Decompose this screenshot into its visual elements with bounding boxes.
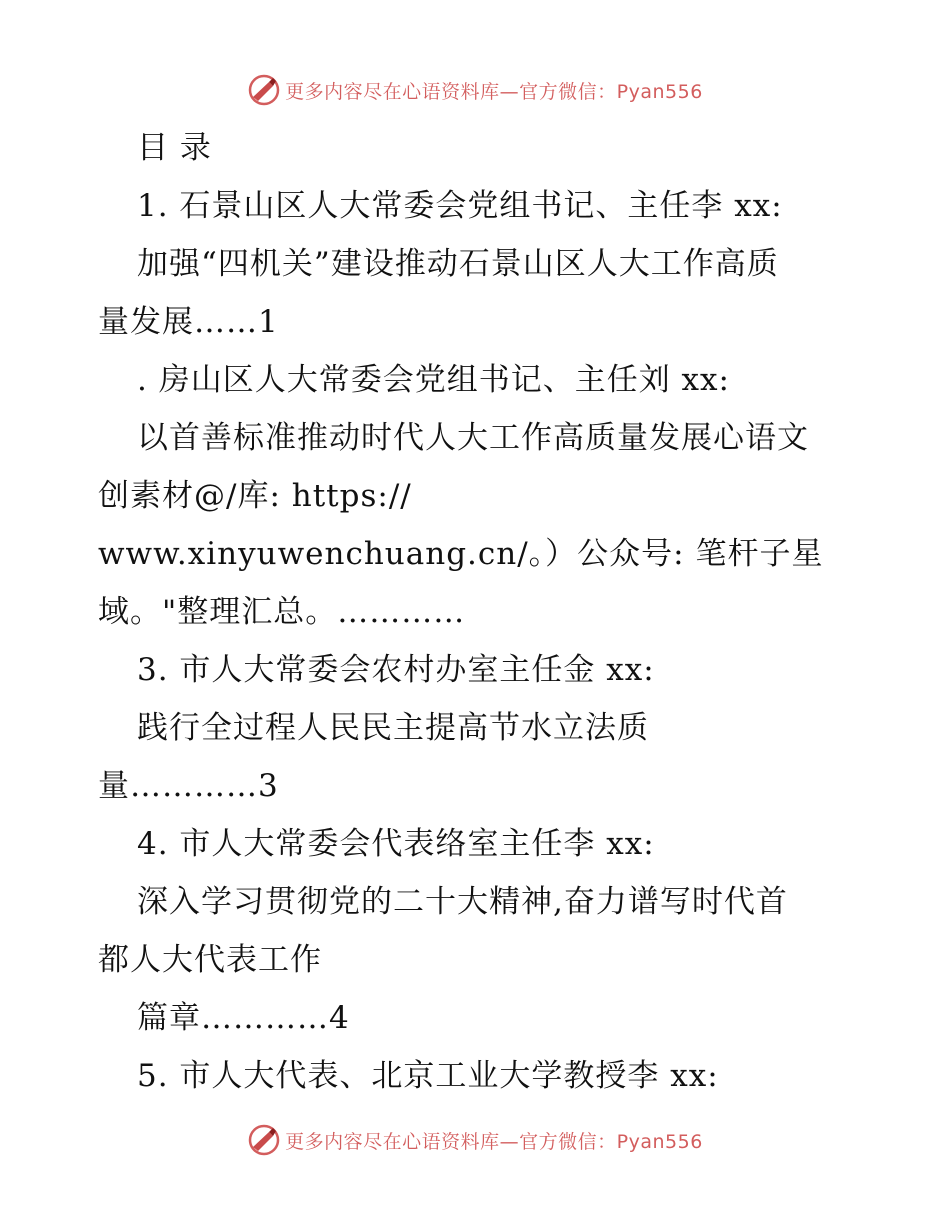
toc-line: 都人大代表工作 — [98, 942, 322, 978]
header-banner — [0, 70, 950, 110]
toc-line: 1. 石景山区人大常委会党组书记、主任李 xx: — [137, 188, 783, 224]
banner-text: 更多内容尽在心语资料库—官方微信：Pyan556 — [285, 80, 703, 103]
pen-logo-icon — [247, 1123, 281, 1157]
toc-line: 域。"整理汇总。………… — [98, 594, 466, 630]
toc-line: 加强“四机关”建设推动石景山区人大工作高质 — [137, 246, 779, 282]
toc-line: 5. 市人大代表、北京工业大学教授李 xx: — [137, 1058, 719, 1094]
footer-banner — [0, 1120, 950, 1160]
banner-text: 更多内容尽在心语资料库—官方微信：Pyan556 — [285, 1130, 703, 1153]
toc-line: 篇章…………4 — [137, 1000, 350, 1036]
toc-line: 践行全过程人民民主提高节水立法质 — [137, 710, 649, 746]
toc-line: 量…………3 — [98, 768, 279, 804]
toc-line: 深入学习贯彻党的二十大精神,奋力谱写时代首 — [137, 884, 788, 920]
toc-line: 创素材@/库: https:// — [98, 478, 412, 514]
toc-title: 目 录 — [137, 130, 212, 166]
toc-line: . 房山区人大常委会党组书记、主任刘 xx: — [137, 362, 730, 398]
toc-line: www.xinyuwenchuang.cn/。）公众号: 笔杆子星 — [98, 536, 824, 572]
toc-line: 4. 市人大常委会代表络室主任李 xx: — [137, 826, 655, 862]
pen-logo-icon — [247, 73, 281, 107]
toc-line: 以首善标准推动时代人大工作高质量发展心语文 — [137, 420, 809, 456]
toc-line: 3. 市人大常委会农村办室主任金 xx: — [137, 652, 655, 688]
toc-line: 量发展……1 — [98, 304, 279, 340]
